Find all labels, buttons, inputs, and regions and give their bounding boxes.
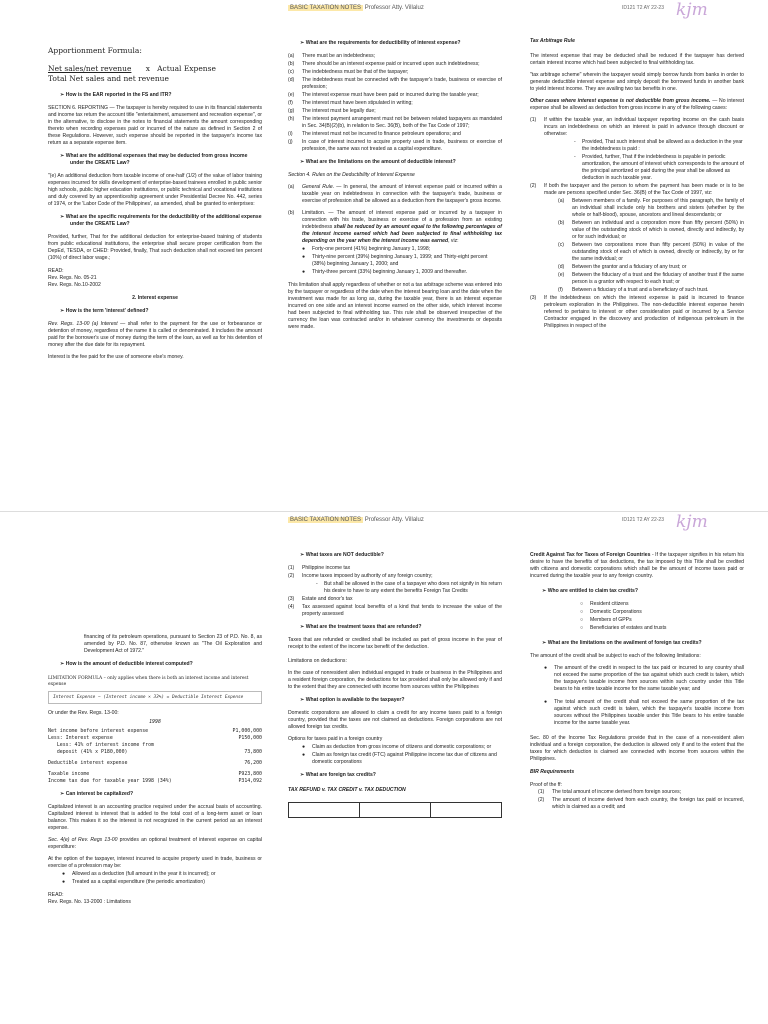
course-code: ID121 T2 AY 22-23 [622,5,664,11]
case-1 [530,117,744,138]
refund-credit-deduction-title: TAX REFUND v. TAX CREDIT v. TAX DEDUCTION [288,787,406,793]
proof-label: Proof of the ff: [530,782,562,788]
case-3-text: If the indebtedness on which the interest expense is paid is incurred to finance petroleum exploration in the Philippines. The non-deductible interest expense herein referred to pertains to interest or other consideration paid or incurred by a Service Contractor engaged in the discovery and production of indigenous petroleum in the Philippines in respect of the [544,295,744,329]
percentage-item: ● Thirty-three percent (33%) beginning January 1, 2009 and thereafter. [302,269,468,275]
requirement-item [288,139,502,153]
p2-column-2 [288,550,502,818]
p2-column-1 [48,634,262,906]
foreign-option-deduction-text: Claim as deduction from gross income of citizens and domestic corporations; or [312,744,492,750]
requirement-item [288,108,502,115]
foreign-option-credit: ● Claim as foreign tax credit (FTC) against Philippine income tax due of citizens and domestic corporations [302,752,502,766]
refunded-taxes-text: Taxes that are refunded or credited shall be included as part of gross income in the year of receipt to the extent of the income tax benefit of the deduction. [288,637,502,650]
requirement-item-text: The interest must have been stipulated in writing; [302,100,413,106]
question-nondeductible-taxes: ➢ What taxes are NOT deductible? [288,552,502,559]
rr-13-00-intro: Or under the Rev. Regs. 13-00: [48,710,119,716]
requirement-item-label: (h) [288,116,295,122]
nondeductible-item [288,565,502,572]
requirement-item [288,53,502,60]
nondeductible-item [288,573,502,580]
optional-treatment-text: provides an optional treatment of interest expense on capital expenditure: [48,837,262,850]
question-foreign-tax-credits: ➢ What are foreign tax credits? [288,772,502,779]
option-capital: ● Treated as a capital expenditure (the periodic amortization) [62,879,205,885]
requirement-item-text: The interest payment arrangement must not be between related taxpayers as mandated in Sec. 34(B)(2)(b), in relation to Sec. 36(B), both of the Tax Code of 1997; [302,116,502,129]
limitation-total: ● The total amount of the credit shall not exceed the same proportion of the tax against which such credit is taken, which the taxpayer's taxable income from sources without the Philippines taxable under this Title bears to his entire taxable income for the same taxable year. [544,699,744,726]
requirement-item-label: (f) [288,100,293,106]
formula-times: x [145,64,150,73]
row-label: Taxable income [48,771,90,777]
question-deductibility-requirements: ➢ What are the requirements for deductibility of interest expense? [288,40,502,47]
non-deductible-text: — No interest expense shall be allowed as deduction from gross income in any of the following cases: [530,98,744,111]
percentage-item-text: Thirty-nine percent (39%) beginning January 1, 1999; and Thirty-eight percent (38%) beginning January 1, 2000; and [312,254,488,267]
requirement-item-label: (c) [288,69,294,75]
interest-definition [48,321,262,349]
read-label: READ: [48,268,64,274]
row-label: Income tax due for taxable year 1998 (34%) [48,778,172,784]
rule-a [288,184,502,205]
case-2 [530,183,744,197]
question-capitalized-interest: ➢ Can interest be capitalized? [48,791,262,798]
option-deduction-text: Allowed as a deduction (full amount in the year it is incurred); or [72,871,216,877]
row-value: P1,000,000 [232,728,262,734]
row-label: deposit (41% x P180,000) [48,749,128,755]
row-label: Net income before interest expense [48,728,149,734]
requirement-item-text: The indebtedness must be connected with the taxpayer's trade, business or exercise of profession; [302,77,502,90]
limitation-per-country-text: The amount of the credit in respect to the tax paid or incurred to any country shall not exceed the same proportion of the tax against which such credit is taken, which the taxpayer's taxable income from sources within such country under this Title bears to his entire taxable income for the same taxable year; and [554,665,744,692]
row-value: 73,800 [244,749,262,755]
nondeductible-list [288,565,502,580]
limitation-end: , viz: [448,238,459,244]
related-person-item [530,242,744,263]
nondeductible-list-cont [288,596,502,618]
requirement-item-label: (g) [288,108,295,114]
general-rule-label: General Rule. [302,184,335,190]
read-label: READ: [48,892,64,898]
requirement-item-text: In case of interest incurred to acquire property used in trade, business or exercise of profession, the same was not treated as a capital expenditure. [302,139,502,152]
requirement-item-text: The interest must not be incurred to finance petroleum operations; and [302,131,461,137]
case-1-text: If within the taxable year, an individual taxpayer reporting income on the cash basis incurs an indebtedness on which an interest is paid in advance through discount or otherwise: [544,117,744,137]
requirement-item [288,77,502,91]
read-ref-2: Rev. Regs. No.10-2002 [48,282,101,288]
ftc-limitations-intro: The amount of the credit shall be subject to each of the following limitations: [530,653,701,659]
case-3-label: (3) [530,295,537,301]
formula-multiplier: Actual Expense [157,64,216,73]
initials-signature: kjm [676,0,708,20]
foreign-options-label: Options for taxes paid in a foreign country [288,736,383,742]
question-who-entitled: ➢ Who are entitled to claim tax credits? [530,588,744,595]
bir-requirements-title: BIR Requirements [530,769,575,775]
proof-2: (2) The amount of income derived from each country, the foreign tax paid or incurred, which is claimed as a credit; and [538,797,744,810]
interest-definition-text: — shall refer to the payment for the use or forbearance or detention of money, regardless of the name it is called or denominated. It includes the amount paid for the borrower's use of money during the term of the loan, as well as for his detention of money after the due date for its repayment. [48,321,262,348]
table-row [48,771,262,778]
domestic-credit-text: Domestic corporations are allowed to claim a credit for any income taxes paid to a foreign country, provided that the taxes are not claimed as deductions. Foreign corporations are not allowed foreign tax credits. [288,710,502,730]
requirement-item [288,116,502,130]
related-person-item-text: Between members of a family. For purposes of this paragraph, the family of an individual shall include only his brothers and sisters (whether by the whole or half-blood), spouse, ancestors and lineal descendants; or [572,198,744,218]
question-interest-limitations: ➢ What are the limitations on the amount of deductible interest? [288,159,502,166]
credit-against-tax-text: - If the taxpayer signifies in his return his desire to have the benefits of tax deductions, the tax imposed by this Title shall be credited with citizens and domestic corporations which shall be the amount of income taxes paid or incurred during the taxable year to any foreign country. [530,552,745,579]
create-law-deduction: "(e) An additional deduction from taxable income of one-half (1/2) of the value of labor training expenses incurred for skills development of enterprise-based trainees enrolled in public senior high schools, public higher education institutions, or public technical and vocational institutions and duly covered by an apprenticeship agreement under Presidential Decree No. 442, series of 1974, or the 'Labor Code of the Philippines', as amended, shall be granted to enterprises: [48,173,262,207]
related-person-item-text: Between an individual and a corporation more than fifty percent (50%) in value of the outstanding stock of which is owned, directly and indirectly, by or for such individual; or [572,220,744,240]
option-capital-text: Treated as a capital expenditure (the periodic amortization) [72,879,205,885]
rule-b-label: (b) [288,210,295,216]
limitation-emphasis: shall be reduced by an amount equal to the following percentages of the interest income earned which had been subjected to final withholding tax depending on the year when the interest income was earned [302,224,502,244]
table-row [48,728,262,735]
nondeductible-item-label: (2) [288,573,295,579]
tax-arbitrage-scheme: "tax arbitrage scheme" wherein the taxpayer would simply borrow funds from banks in order to generate deductible interest expense and simply deposit the borrowed funds in another bank to yield interest income. They are availing two tax benefits in one. [530,72,744,92]
non-deductible-heading: Other cases where interest expense is not deductible from gross income. [530,98,711,104]
related-person-item [530,287,744,294]
initials-signature: kjm [676,512,708,532]
table-row [48,778,262,785]
section-6-reporting: SECTION 6. REPORTING — The taxpayer is hereby required to use in its financial statements and income tax return the account title "entertainment, amusement and recreation expense", or in the alternative, to disclose in the notes to financial statements the amount corresponding thereto when recording expenses paid or incurred of the nature as defined in Section 2 of these Regulations. However, such expense should be reported in the taxpayer's income tax return as a separate expense item. [48,105,262,146]
course-title: BASIC TAXATION NOTES [290,517,362,523]
entitled-item-text: Beneficiaries of estates and trusts [590,625,667,631]
proof-2-text: The amount of income derived from each country, the foreign tax paid or incurred, which is claimed as a credit; and [552,797,744,810]
formula-numerator: Net sales/net revenue [48,64,132,73]
requirement-item-label: (j) [288,139,293,145]
question-refunded-taxes: ➢ What are the treatment taxes that are refunded? [288,624,502,631]
case-3 [530,295,744,330]
limitation-text: Limitation. — The amount of interest expense paid or incurred by a taxpayer in connection with his trade, business or exercise of a profession from an existing indebtedness [302,210,502,230]
question-specific-requirements: ➢ What are the specific requirements for the deductibility of the additional expense under the CREATE Law? [48,214,262,228]
non-deductible-cases [530,98,744,112]
requirement-item-label: (d) [288,77,295,83]
entitled-list [530,601,744,632]
row-value: P923,800 [238,771,262,777]
requirement-item-label: (i) [288,131,293,137]
limitation-per-country: ● The amount of the credit in respect to the tax paid or incurred to any country shall not exceed the same proportion of the tax against which such credit is taken, which the taxpayer's taxable income from sources within such country under this Title bears to his entire taxable income for the same taxable year; and [544,665,744,692]
proof-1: (1) The total amount of income derived from foreign sources; [530,789,744,796]
related-person-item-text: Between the grantor and a fiduciary of any trust; or [572,264,687,270]
rr-13-00-ref: Rev. Regs. 13-00 (a) Interest [48,321,118,327]
nondeductible-item-label: (1) [288,565,295,571]
percentage-item-text: Forty-one percent (41%) beginning January 1, 1998; [312,246,431,252]
ftc-exception-text: But shall be allowed in the case of a taxpayer who does not signify in his return his desire to have to any extent the benefits Foreign Tax Credits [324,581,502,594]
rule-a-label: (a) [288,184,295,190]
p2-column-3 [530,550,744,812]
percentage-item: ● Forty-one percent (41%) beginning January 1, 1998; [302,246,431,252]
nondeductible-item-label: (4) [288,604,295,610]
proviso-2-text: Provided, further, That if the indebtedness is payable in periodic amortization, the amount of interest which corresponds to the amount of the principal amortized or paid during the year shall be allowed as deduction in such taxable year. [582,154,744,181]
related-person-item-text: Between two corporations more than fifty percent (50%) in value of the outstanding stock of each of which is owned, directly or indirectly, by or for the same individual; or [572,242,744,262]
read-ref-1: Rev. Regs. No. 05-21 [48,275,97,281]
row-label: Less: Interest expense [48,735,113,741]
nondeductible-item-text: Tax assessed against local benefits of a kind that tends to increase the value of the property assessed [302,604,502,617]
table-row [48,742,262,749]
section-interest-expense: 2. Interest expense [132,295,178,301]
ftc-exception: - But shall be allowed in the case of a taxpayer who does not signify in his return his desire to have to any extent the benefits Foreign Tax Credits [316,581,502,594]
p1-column-2 [288,38,502,336]
entitled-item-text: Members of GPPs [590,617,632,623]
row-value: P150,000 [238,735,262,741]
related-person-item-label: (d) [558,264,565,270]
entitled-item-text: Resident citizens [590,601,629,607]
case-2-label: (2) [530,183,537,189]
related-person-item-label: (f) [558,287,563,293]
page-2 [0,512,768,1024]
question-ear-reporting: ➢ How is the EAR reported in the FS and ITR? [48,92,262,99]
p1-column-1 [48,38,262,366]
tax-arbitrage-rule: The interest expense that may be deducted shall be reduced if the taxpayer has derived certain interest income which had been subjected to final withholding tax. [530,53,744,66]
row-label: Deductible interest expense [48,760,128,766]
requirement-item-text: The interest expense must have been paid or incurred during the taxable year; [302,92,479,98]
section-4-title: Section 4. Rules on the Deductibility of Interest Expense [288,172,415,178]
proviso-1: - Provided, That such interest shall be allowed as a deduction in the year the indebtedness is paid : [574,139,743,152]
tax-arbitrage-title: Tax Arbitrage Rule [530,38,575,44]
illustration-table [48,728,262,785]
limitation-formula: Interest Expense − (Interest income × 33%) = Deductible Interest Expense [48,691,262,704]
entitled-item: ○ Domestic Corporations [580,609,642,615]
entitled-item: ○ Resident citizens [580,601,629,607]
proof-1-text: The total amount of income derived from foreign sources; [552,789,682,795]
table-row [48,749,262,756]
option-deduction: ● Allowed as a deduction (full amount in the year it is incurred); or [62,871,216,877]
capitalized-interest-text: Capitalized interest is an accounting practice required under the accrual basis of accounting. Capitalized interest is interest that is added to the total cost of a long-term asset or loan balance. This makes it so the interest is not recognized in the current period as an interest expense. [48,804,262,831]
rule-b [288,210,502,245]
apportionment-title: Apportionment Formula: [48,46,142,55]
related-person-item [530,272,744,286]
question-additional-expenses: ➢ What are the additional expenses that may be deducted from gross income under the CREATE Law? [48,153,262,167]
related-person-item-text: Between a fiduciary of a trust and a beneficiary of such trust. [572,287,709,293]
entitled-item: ○ Beneficiaries of estates and trusts [580,625,667,631]
percentage-item-text: Thirty-three percent (33%) beginning January 1, 2009 and thereafter. [312,269,468,275]
comparison-table [288,802,502,818]
nondeductible-item-text: Estate and donor's tax [302,596,353,602]
requirement-item-text: The indebtedness must be that of the taxpayer; [302,69,409,75]
related-person-item [530,264,744,271]
nondeductible-item-text: Income taxes imposed by authority of any foreign country; [302,573,433,579]
interest-fee-note: Interest is the fee paid for the use of someone else's money. [48,354,184,360]
page-header [288,5,424,11]
petroleum-continuation: financing of its petroleum operations, pursuant to Section 23 of P.D. No. 8, as amended by P.D. No. 87, otherwise known as "The Oil Exploration and Development Act of 1972." [84,634,262,654]
related-persons-list [530,198,744,294]
limitation-formula-title: LIMITATION FORMULA – only applies when there is both an interest income and interest expense [48,676,249,687]
row-label: Less: 41% of interest income from [48,742,154,748]
related-person-item-text: Between the fiduciary of a trust and the fiduciary of another trust if the same person is a grantor with respect to each trust; or [572,272,744,285]
related-person-item-label: (b) [558,220,565,226]
nondeductible-item [288,604,502,618]
taxpayer-option: At the option of the taxpayer, interest incurred to acquire property used in trade, business or exercise of a profession may be: [48,856,262,869]
limitation-total-text: The total amount of the credit shall not exceed the same proportion of the tax against which such credit is taken, which the taxpayer's taxable income from sources without the Philippines taxable under this Title bears to his entire taxable income for the same taxable year. [554,699,744,726]
limitations-label: Limitations on deductions: [288,658,347,664]
professor-name: Professor Atty. Villaluz [364,5,424,11]
limitation-application: This limitation shall apply regardless of whether or not a tax arbitrage scheme was entered into by the taxpayer or regardless of the date when the interest bearing loan and the date when the investment was made for as long as, during the taxable year, there is an interest expense incurred on one side and an interest income earned on the other side, which interest income had been subjected to final withholding tax. This rule shall be observed irrespective of the currency the loan was contracted and/or in whatever currency the investments or deposits were made. [288,282,502,330]
entitled-item-text: Domestic Corporations [590,609,642,615]
entitled-item: ○ Members of GPPs [580,617,632,623]
row-value: 76,200 [244,760,262,766]
rr-4e-ref: Sec. 4(e) of Rev. Regs 13-00 [48,837,118,843]
foreign-option-deduction: ● Claim as deduction from gross income of citizens and domestic corporations; or [302,744,492,750]
nondeductible-item-label: (3) [288,596,295,602]
percentage-item: ● Thirty-nine percent (39%) beginning January 1, 1999; and Thirty-eight percent (38%) beginning January 1, 2000; and [302,254,502,268]
case-1-label: (1) [530,117,537,123]
page-header [288,517,424,523]
related-person-item [530,220,744,241]
requirement-item [288,100,502,107]
proviso-2: - Provided, further, That if the indebtedness is payable in periodic amortization, the amount of interest which corresponds to the amount of the principal amortized or paid during the year shall be allowed as deduction in such taxable year. [574,154,744,181]
proviso-1-text: Provided, That such interest shall be allowed as a deduction in the year the indebtedness is paid : [582,139,743,152]
related-person-item-label: (e) [558,272,565,278]
foreign-option-credit-text: Claim as foreign tax credit (FTC) against Philippine income tax due of citizens and domestic corporations [312,752,497,765]
read-ref: Rev. Regs. No. 13-2000 : Limitations [48,899,131,905]
requirement-item [288,92,502,99]
credit-against-tax-title: Credit Against Tax for Taxes of Foreign Countries [530,552,651,558]
question-ftc-limitations: ➢ What are the limitations on the availment of foreign tax credits? [530,640,744,647]
requirement-item-text: There should be an interest expense paid or incurred upon such indebtedness; [302,61,480,67]
requirement-item-text: There must be an indebtedness; [302,53,376,59]
requirement-item [288,69,502,76]
requirement-item-text: The interest must be legally due; [302,108,376,114]
general-rule-text: — In general, the amount of interest expense paid or incurred within a taxable year on indebtedness in connection with the taxpayer's trade, business or exercise of profession shall be allowed as a deduction from the taxpayer's gross income. [302,184,502,204]
case-2-text: If both the taxpayer and the person to whom the payment has been made or is to be made are persons specified under Sec. 36(B) of the Tax Code of 1997, viz: [544,183,744,196]
nondeductible-item [288,596,502,603]
nonresident-limitations: In the case of nonresident alien individual engaged in trade or business in the Philippines and a resident foreign corporation, the deductions for tax provided shall only be allowed only if and to the extent that they are connected with income from sources within the Philippines [288,670,502,690]
course-code: ID121 T2 AY 22-23 [622,517,664,523]
table-row [48,760,262,767]
question-taxpayer-option: ➢ What option is available to the taxpayer? [288,697,502,704]
requirement-item-label: (e) [288,92,295,98]
requirement-item-label: (b) [288,61,295,67]
credit-against-tax [530,552,744,580]
row-value: P314,092 [238,778,262,784]
related-person-item-label: (c) [558,242,564,248]
question-deductible-interest-computation: ➢ How is the amount of deductible interest computed? [48,661,262,668]
apportionment-formula [48,64,262,84]
p1-column-3 [530,38,744,331]
requirements-list [288,53,502,153]
table-row [48,735,262,742]
question-interest-definition: ➢ How is the term 'interest' defined? [48,308,262,315]
formula-denominator: Total Net sales and net revenue [48,74,169,83]
professor-name: Professor Atty. Villaluz [364,517,424,523]
related-person-item-label: (a) [558,198,565,204]
create-law-requirements: Provided, further, That for the additional deduction for enterprise-based training of students from public educational institutions, the enterprise shall secure proper certification from the DepEd, TESDA, or CHED: Provided, finally, That such deduction shall not exceed ten percent (10%) of direct labor wage.; [48,234,262,261]
course-title: BASIC TAXATION NOTES [290,5,362,11]
optional-treatment [48,837,262,851]
related-person-item [530,198,744,219]
requirement-item [288,131,502,138]
requirement-item-label: (a) [288,53,295,59]
illustration-year: 1998 [149,719,161,725]
requirement-item [288,61,502,68]
percentages-list [288,246,502,276]
sec-80-regulation: Sec. 80 of the Income Tax Regulations provide that in the case of a non-resident alien individual and a foreign corporation, the deduction is allowed only if and to the extent that the taxes for which deduction is claimed are connected with income from sources within the Philippines. [530,735,744,762]
nondeductible-item-text: Philippine income tax [302,565,351,571]
